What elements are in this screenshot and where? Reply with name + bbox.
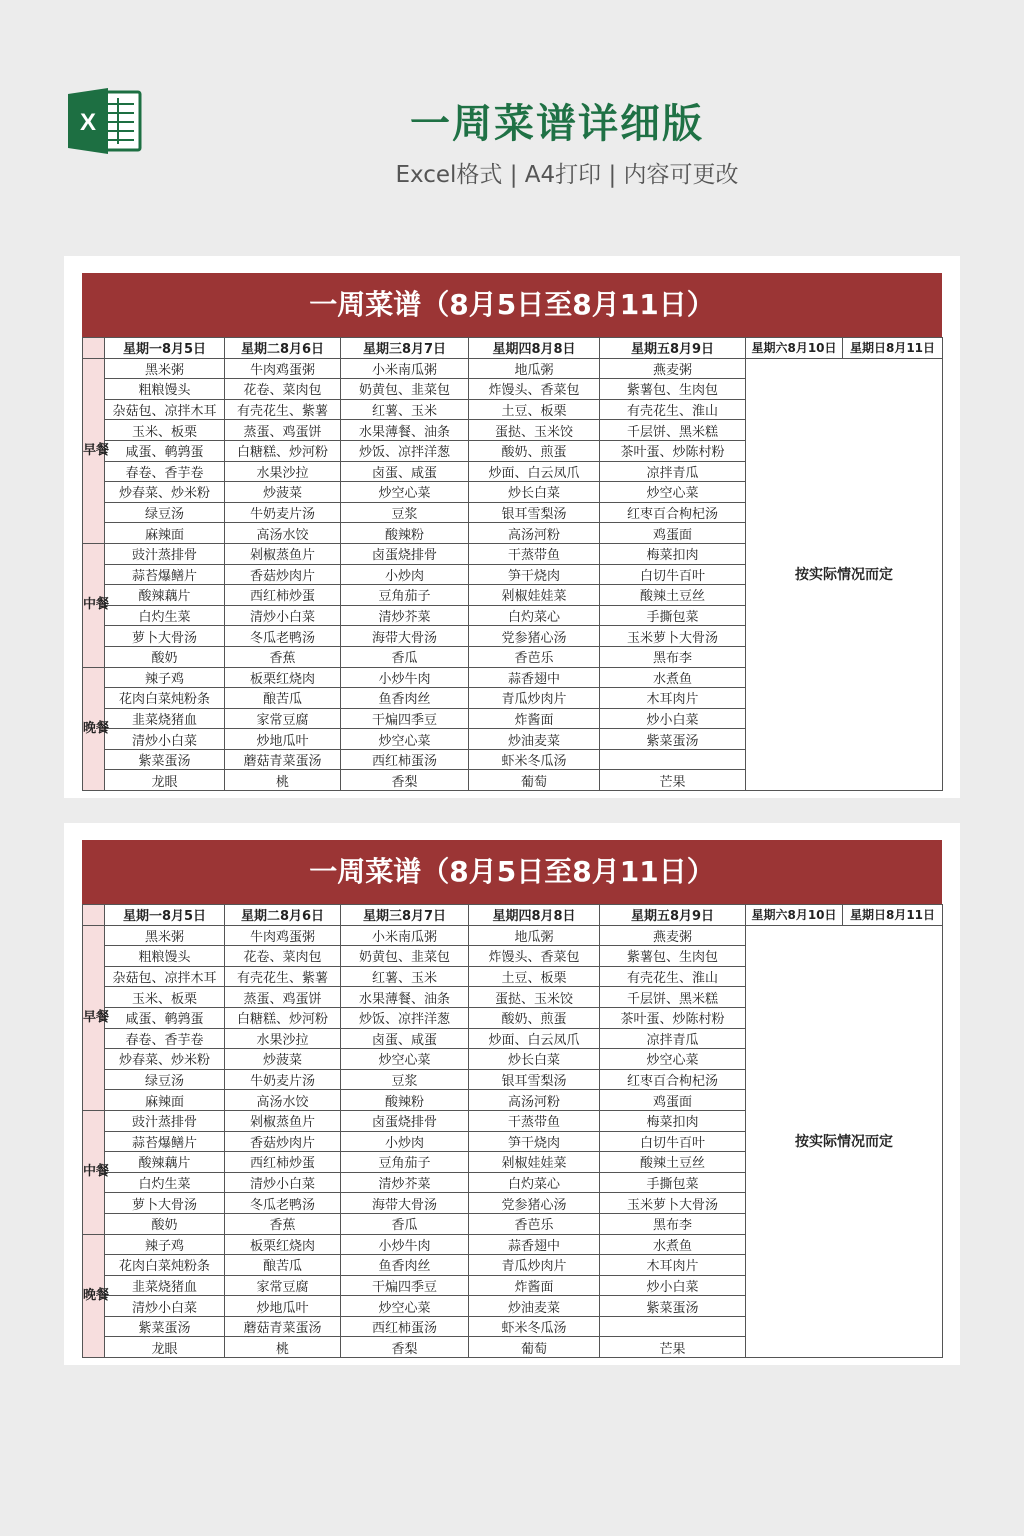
- menu-cell: 白切牛百叶: [600, 564, 746, 585]
- menu-cell: 土豆、板栗: [469, 966, 600, 987]
- column-header: 星期日8月11日: [843, 905, 943, 926]
- menu-cell: 香瓜: [341, 1213, 469, 1234]
- menu-cell: 炸馒头、香菜包: [469, 379, 600, 400]
- menu-cell: 炒空心菜: [341, 482, 469, 503]
- menu-cell: 虾米冬瓜汤: [469, 1316, 600, 1337]
- column-header: 星期三8月7日: [341, 338, 469, 359]
- menu-cell: 高汤河粉: [469, 523, 600, 544]
- meal-label: 早餐: [83, 358, 105, 543]
- menu-cell: 炒地瓜叶: [225, 729, 341, 750]
- menu-cell: 有壳花生、淮山: [600, 966, 746, 987]
- meal-label: 晚餐: [83, 1234, 105, 1358]
- header-row: [83, 905, 943, 926]
- menu-cell: 酿苦瓜: [225, 688, 341, 709]
- menu-cell: 蒜苔爆鳝片: [105, 1131, 225, 1152]
- menu-cell: 海带大骨汤: [341, 626, 469, 647]
- menu-cell: 香芭乐: [469, 646, 600, 667]
- menu-cell: 小炒牛肉: [341, 1234, 469, 1255]
- column-header: 星期四8月8日: [469, 338, 600, 359]
- menu-cell: 豆角茄子: [341, 585, 469, 606]
- menu-cell: 千层饼、黑米糕: [600, 420, 746, 441]
- menu-cell: 黑米粥: [105, 358, 225, 379]
- menu-cell: 红枣百合枸杞汤: [600, 502, 746, 523]
- menu-cell: 蒸蛋、鸡蛋饼: [225, 987, 341, 1008]
- menu-cell: 玉米萝卜大骨汤: [600, 1193, 746, 1214]
- menu-cell: 水果薄餐、油条: [341, 420, 469, 441]
- menu-cell: 紫菜蛋汤: [105, 749, 225, 770]
- menu-cell: 家常豆腐: [225, 1275, 341, 1296]
- menu-cell: 剁椒蒸鱼片: [225, 1110, 341, 1131]
- menu-cell: 干蒸带鱼: [469, 1110, 600, 1131]
- menu-cell: 黑米粥: [105, 925, 225, 946]
- table-row: [83, 358, 943, 379]
- menu-cell: 清炒芥菜: [341, 605, 469, 626]
- menu-cell: 玉米、板栗: [105, 987, 225, 1008]
- menu-cell: 党参猪心汤: [469, 1193, 600, 1214]
- menu-cell: 豆浆: [341, 1069, 469, 1090]
- menu-cell: 酸奶: [105, 1213, 225, 1234]
- menu-cell: 香梨: [341, 1337, 469, 1358]
- menu-cell: 冬瓜老鸭汤: [225, 1193, 341, 1214]
- menu-cell: 豉汁蒸排骨: [105, 543, 225, 564]
- menu-cell: 春卷、香芋卷: [105, 1028, 225, 1049]
- menu-cell: 紫菜蛋汤: [600, 1296, 746, 1317]
- menu-cell: 小米南瓜粥: [341, 925, 469, 946]
- menu-cell: 青瓜炒肉片: [469, 1255, 600, 1276]
- menu-cell: 高汤河粉: [469, 1090, 600, 1111]
- menu-cell: 炒油麦菜: [469, 1296, 600, 1317]
- menu-cell: 清炒小白菜: [105, 729, 225, 750]
- page-title: 一周菜谱详细版: [410, 101, 704, 147]
- menu-cell: 酸奶、煎蛋: [469, 1007, 600, 1028]
- menu-cell: 麻辣面: [105, 523, 225, 544]
- menu-cell: 炒饭、凉拌洋葱: [341, 440, 469, 461]
- menu-cell: 韭菜烧猪血: [105, 708, 225, 729]
- menu-cell: 水果沙拉: [225, 1028, 341, 1049]
- menu-cell: 粗粮馒头: [105, 379, 225, 400]
- menu-cell: 酸奶: [105, 646, 225, 667]
- menu-cell: 酸辣藕片: [105, 585, 225, 606]
- menu-cell: 蛋挞、玉米饺: [469, 420, 600, 441]
- menu-table: [82, 904, 943, 1358]
- menu-cell: 绿豆汤: [105, 1069, 225, 1090]
- menu-cell: 清炒小白菜: [225, 1172, 341, 1193]
- sheet-content: [82, 840, 942, 1357]
- meal-label: 中餐: [83, 1110, 105, 1234]
- menu-cell: 凉拌青瓜: [600, 1028, 746, 1049]
- weekend-note: 按实际情况而定: [746, 925, 943, 1357]
- sheet-banner: 一周菜谱（8月5日至8月11日）: [82, 840, 942, 904]
- menu-cell: 酸辣粉: [341, 1090, 469, 1111]
- menu-cell: 香瓜: [341, 646, 469, 667]
- menu-cell: 黑布李: [600, 646, 746, 667]
- corner-cell: [83, 905, 105, 926]
- menu-cell: 香菇炒肉片: [225, 1131, 341, 1152]
- menu-cell: 白灼生菜: [105, 1172, 225, 1193]
- menu-cell: 水果薄餐、油条: [341, 987, 469, 1008]
- menu-cell: 银耳雪梨汤: [469, 502, 600, 523]
- menu-cell: 木耳肉片: [600, 1255, 746, 1276]
- meal-label: 早餐: [83, 925, 105, 1110]
- menu-cell: 牛肉鸡蛋粥: [225, 358, 341, 379]
- menu-cell: 酸辣土豆丝: [600, 1152, 746, 1173]
- menu-cell: 海带大骨汤: [341, 1193, 469, 1214]
- menu-cell: 鱼香肉丝: [341, 688, 469, 709]
- menu-cell: 鸡蛋面: [600, 523, 746, 544]
- menu-cell: 辣子鸡: [105, 667, 225, 688]
- menu-cell: 龙眼: [105, 1337, 225, 1358]
- weekend-note: 按实际情况而定: [746, 358, 943, 790]
- menu-cell: 炒小白菜: [600, 708, 746, 729]
- meal-label: 中餐: [83, 543, 105, 667]
- column-header: 星期日8月11日: [843, 338, 943, 359]
- menu-cell: 水煮鱼: [600, 1234, 746, 1255]
- menu-cell: 酸辣粉: [341, 523, 469, 544]
- menu-cell: 炒小白菜: [600, 1275, 746, 1296]
- sheet-banner: 一周菜谱（8月5日至8月11日）: [82, 273, 942, 337]
- menu-cell: 银耳雪梨汤: [469, 1069, 600, 1090]
- menu-cell: 玉米萝卜大骨汤: [600, 626, 746, 647]
- menu-cell: [600, 1316, 746, 1337]
- menu-cell: 梅菜扣肉: [600, 543, 746, 564]
- menu-cell: 白灼菜心: [469, 605, 600, 626]
- menu-cell: 炒空心菜: [341, 729, 469, 750]
- menu-cell: 酸奶、煎蛋: [469, 440, 600, 461]
- menu-cell: 咸蛋、鹌鹑蛋: [105, 1007, 225, 1028]
- menu-cell: 蒜香翅中: [469, 667, 600, 688]
- menu-cell: 凉拌青瓜: [600, 461, 746, 482]
- menu-cell: 西红柿蛋汤: [341, 749, 469, 770]
- menu-cell: 玉米、板栗: [105, 420, 225, 441]
- menu-cell: 紫菜蛋汤: [600, 729, 746, 750]
- menu-cell: 蘑菇青菜蛋汤: [225, 749, 341, 770]
- menu-cell: 板栗红烧肉: [225, 667, 341, 688]
- menu-cell: 茶叶蛋、炒陈村粉: [600, 1007, 746, 1028]
- menu-cell: 土豆、板栗: [469, 399, 600, 420]
- menu-cell: 紫薯包、生肉包: [600, 946, 746, 967]
- menu-cell: 笋干烧肉: [469, 564, 600, 585]
- menu-cell: 粗粮馒头: [105, 946, 225, 967]
- menu-cell: 炒菠菜: [225, 482, 341, 503]
- column-header: 星期四8月8日: [469, 905, 600, 926]
- menu-cell: 葡萄: [469, 1337, 600, 1358]
- menu-cell: 炒春菜、炒米粉: [105, 1049, 225, 1070]
- menu-cell: 剁椒娃娃菜: [469, 1152, 600, 1173]
- header-row: [83, 338, 943, 359]
- menu-cell: 鸡蛋面: [600, 1090, 746, 1111]
- svg-text:X: X: [79, 109, 97, 136]
- menu-cell: 花卷、菜肉包: [225, 946, 341, 967]
- menu-cell: 干蒸带鱼: [469, 543, 600, 564]
- menu-cell: 葡萄: [469, 770, 600, 791]
- menu-cell: 虾米冬瓜汤: [469, 749, 600, 770]
- sheet-content: [82, 273, 942, 790]
- menu-cell: 炒油麦菜: [469, 729, 600, 750]
- menu-cell: 家常豆腐: [225, 708, 341, 729]
- menu-cell: 奶黄包、韭菜包: [341, 379, 469, 400]
- menu-cell: 鱼香肉丝: [341, 1255, 469, 1276]
- column-header: 星期六8月10日: [746, 338, 843, 359]
- menu-cell: 西红柿炒蛋: [225, 1152, 341, 1173]
- menu-cell: 花肉白菜炖粉条: [105, 1255, 225, 1276]
- menu-cell: 炒长白菜: [469, 482, 600, 503]
- menu-cell: 白糖糕、炒河粉: [225, 1007, 341, 1028]
- menu-cell: 干煸四季豆: [341, 1275, 469, 1296]
- menu-cell: 蘑菇青菜蛋汤: [225, 1316, 341, 1337]
- menu-cell: 豆浆: [341, 502, 469, 523]
- menu-cell: 白灼生菜: [105, 605, 225, 626]
- menu-cell: 剁椒蒸鱼片: [225, 543, 341, 564]
- column-header: 星期二8月6日: [225, 338, 341, 359]
- menu-cell: 香芭乐: [469, 1213, 600, 1234]
- menu-cell: 春卷、香芋卷: [105, 461, 225, 482]
- menu-cell: 白切牛百叶: [600, 1131, 746, 1152]
- menu-cell: 水煮鱼: [600, 667, 746, 688]
- table-row: [83, 925, 943, 946]
- menu-table: [82, 337, 943, 791]
- menu-cell: 小炒肉: [341, 1131, 469, 1152]
- menu-cell: 炒地瓜叶: [225, 1296, 341, 1317]
- menu-cell: 紫菜蛋汤: [105, 1316, 225, 1337]
- menu-cell: 千层饼、黑米糕: [600, 987, 746, 1008]
- menu-cell: 有壳花生、紫薯: [225, 966, 341, 987]
- menu-cell: 炒菠菜: [225, 1049, 341, 1070]
- menu-cell: 杂菇包、凉拌木耳: [105, 399, 225, 420]
- menu-cell: 炒空心菜: [600, 1049, 746, 1070]
- menu-cell: 卤蛋、咸蛋: [341, 1028, 469, 1049]
- menu-cell: 花卷、菜肉包: [225, 379, 341, 400]
- menu-cell: 小米南瓜粥: [341, 358, 469, 379]
- menu-cell: 蛋挞、玉米饺: [469, 987, 600, 1008]
- menu-cell: 芒果: [600, 1337, 746, 1358]
- menu-cell: 萝卜大骨汤: [105, 626, 225, 647]
- column-header: 星期一8月5日: [105, 338, 225, 359]
- column-header: 星期一8月5日: [105, 905, 225, 926]
- menu-cell: 黑布李: [600, 1213, 746, 1234]
- menu-cell: 炸馒头、香菜包: [469, 946, 600, 967]
- menu-cell: 奶黄包、韭菜包: [341, 946, 469, 967]
- column-header: 星期五8月9日: [600, 338, 746, 359]
- menu-cell: 冬瓜老鸭汤: [225, 626, 341, 647]
- menu-cell: 梅菜扣肉: [600, 1110, 746, 1131]
- menu-cell: 地瓜粥: [469, 358, 600, 379]
- menu-cell: 酿苦瓜: [225, 1255, 341, 1276]
- menu-cell: 手撕包菜: [600, 605, 746, 626]
- menu-cell: 韭菜烧猪血: [105, 1275, 225, 1296]
- menu-cell: 豆角茄子: [341, 1152, 469, 1173]
- menu-cell: 干煸四季豆: [341, 708, 469, 729]
- menu-cell: 炒饭、凉拌洋葱: [341, 1007, 469, 1028]
- menu-cell: 西红柿炒蛋: [225, 585, 341, 606]
- menu-cell: 牛奶麦片汤: [225, 1069, 341, 1090]
- menu-cell: 炒空心菜: [341, 1049, 469, 1070]
- menu-cell: 高汤水饺: [225, 523, 341, 544]
- menu-cell: 蒸蛋、鸡蛋饼: [225, 420, 341, 441]
- menu-cell: 剁椒娃娃菜: [469, 585, 600, 606]
- menu-cell: 芒果: [600, 770, 746, 791]
- menu-cell: 水果沙拉: [225, 461, 341, 482]
- menu-cell: 辣子鸡: [105, 1234, 225, 1255]
- page-subtitle: Excel格式 | A4打印 | 内容可更改: [395, 162, 739, 188]
- menu-cell: 清炒芥菜: [341, 1172, 469, 1193]
- menu-cell: 红薯、玉米: [341, 966, 469, 987]
- menu-cell: 萝卜大骨汤: [105, 1193, 225, 1214]
- menu-cell: 炒面、白云凤爪: [469, 1028, 600, 1049]
- menu-cell: 小炒牛肉: [341, 667, 469, 688]
- menu-cell: 香梨: [341, 770, 469, 791]
- menu-cell: 木耳肉片: [600, 688, 746, 709]
- menu-cell: 炸酱面: [469, 1275, 600, 1296]
- menu-cell: [600, 749, 746, 770]
- menu-cell: 牛奶麦片汤: [225, 502, 341, 523]
- menu-cell: 红薯、玉米: [341, 399, 469, 420]
- menu-cell: 杂菇包、凉拌木耳: [105, 966, 225, 987]
- menu-cell: 党参猪心汤: [469, 626, 600, 647]
- column-header: 星期三8月7日: [341, 905, 469, 926]
- menu-cell: 酸辣藕片: [105, 1152, 225, 1173]
- menu-cell: 炒面、白云凤爪: [469, 461, 600, 482]
- menu-cell: 绿豆汤: [105, 502, 225, 523]
- menu-cell: 笋干烧肉: [469, 1131, 600, 1152]
- menu-cell: 蒜苔爆鳝片: [105, 564, 225, 585]
- menu-cell: 茶叶蛋、炒陈村粉: [600, 440, 746, 461]
- column-header: 星期六8月10日: [746, 905, 843, 926]
- menu-cell: 白灼菜心: [469, 1172, 600, 1193]
- menu-cell: 香蕉: [225, 1213, 341, 1234]
- menu-cell: 白糖糕、炒河粉: [225, 440, 341, 461]
- menu-cell: 卤蛋、咸蛋: [341, 461, 469, 482]
- menu-cell: 香蕉: [225, 646, 341, 667]
- menu-cell: 清炒小白菜: [225, 605, 341, 626]
- menu-cell: 炒空心菜: [600, 482, 746, 503]
- corner-cell: [83, 338, 105, 359]
- menu-cell: 清炒小白菜: [105, 1296, 225, 1317]
- menu-cell: 青瓜炒肉片: [469, 688, 600, 709]
- menu-cell: 炒春菜、炒米粉: [105, 482, 225, 503]
- menu-cell: 卤蛋烧排骨: [341, 1110, 469, 1131]
- menu-cell: 有壳花生、淮山: [600, 399, 746, 420]
- menu-cell: 红枣百合枸杞汤: [600, 1069, 746, 1090]
- column-header: 星期五8月9日: [600, 905, 746, 926]
- menu-cell: 香菇炒肉片: [225, 564, 341, 585]
- menu-cell: 西红柿蛋汤: [341, 1316, 469, 1337]
- menu-cell: 卤蛋烧排骨: [341, 543, 469, 564]
- menu-cell: 紫薯包、生肉包: [600, 379, 746, 400]
- menu-cell: 豉汁蒸排骨: [105, 1110, 225, 1131]
- menu-cell: 牛肉鸡蛋粥: [225, 925, 341, 946]
- menu-cell: 小炒肉: [341, 564, 469, 585]
- meal-label: 晚餐: [83, 667, 105, 791]
- menu-cell: 炸酱面: [469, 708, 600, 729]
- menu-cell: 板栗红烧肉: [225, 1234, 341, 1255]
- menu-cell: 龙眼: [105, 770, 225, 791]
- menu-cell: 高汤水饺: [225, 1090, 341, 1111]
- menu-cell: 花肉白菜炖粉条: [105, 688, 225, 709]
- menu-cell: 炒长白菜: [469, 1049, 600, 1070]
- menu-cell: 麻辣面: [105, 1090, 225, 1111]
- sheet-preview-bottom: [64, 823, 960, 1365]
- menu-cell: 酸辣土豆丝: [600, 585, 746, 606]
- menu-cell: 蒜香翅中: [469, 1234, 600, 1255]
- menu-cell: 咸蛋、鹌鹑蛋: [105, 440, 225, 461]
- menu-cell: 燕麦粥: [600, 358, 746, 379]
- menu-cell: 炒空心菜: [341, 1296, 469, 1317]
- menu-cell: 桃: [225, 1337, 341, 1358]
- sheet-preview-top: [64, 256, 960, 798]
- column-header: 星期二8月6日: [225, 905, 341, 926]
- menu-cell: 地瓜粥: [469, 925, 600, 946]
- menu-cell: 有壳花生、紫薯: [225, 399, 341, 420]
- menu-cell: 燕麦粥: [600, 925, 746, 946]
- menu-cell: 桃: [225, 770, 341, 791]
- menu-cell: 手撕包菜: [600, 1172, 746, 1193]
